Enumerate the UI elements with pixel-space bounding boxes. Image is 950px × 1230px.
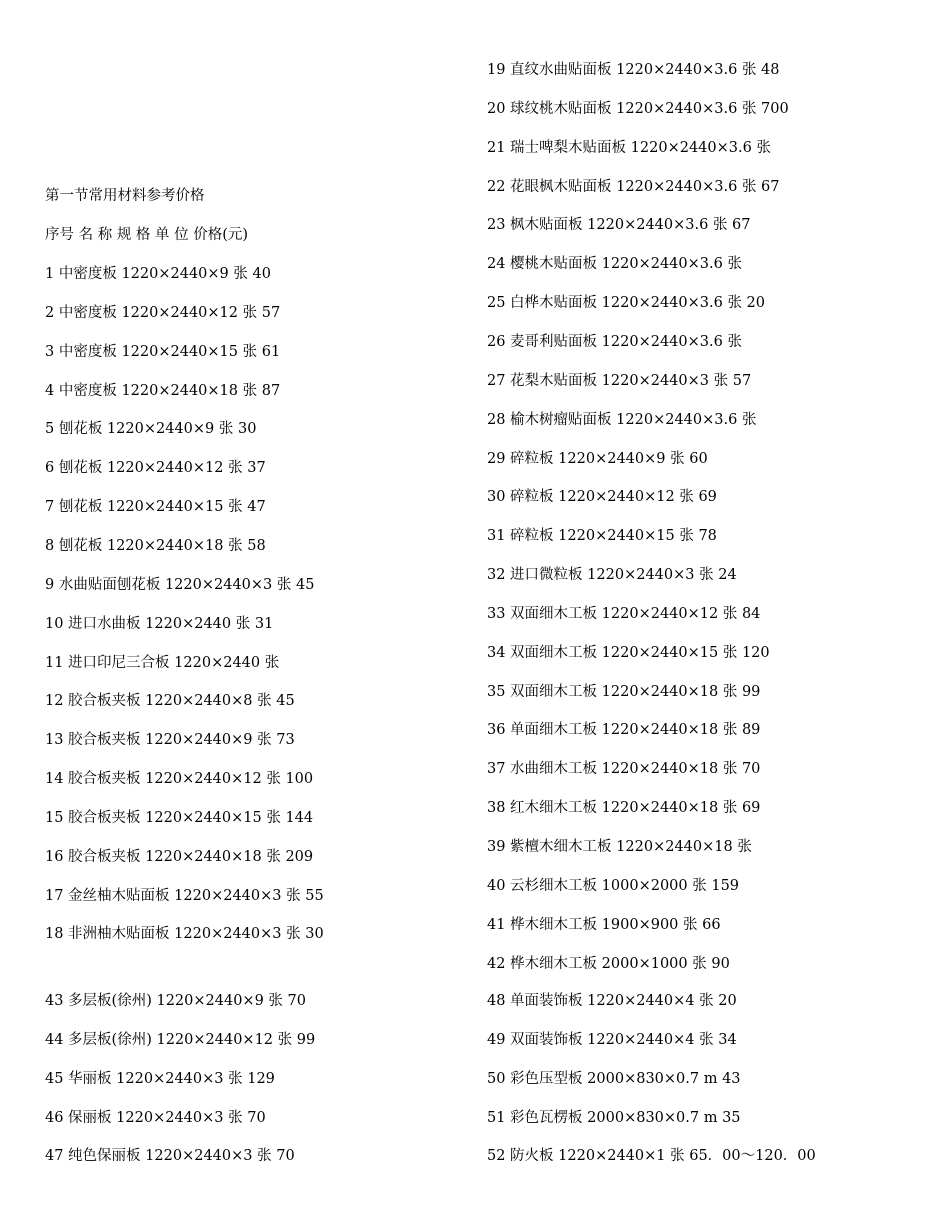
list-item: 43 多层板(徐州) 1220×2440×9 张 70 xyxy=(45,993,306,1009)
list-item: 31 碎粒板 1220×2440×15 张 78 xyxy=(487,528,717,545)
list-item: 33 双面细木工板 1220×2440×12 张 84 xyxy=(487,605,761,622)
list-item: 51 彩色瓦楞板 2000×830×0.7 m 35 xyxy=(487,1109,741,1126)
list-item: 36 单面细木工板 1220×2440×18 张 89 xyxy=(487,722,761,739)
list-item: 19 直纹水曲贴面板 1220×2440×3.6 张 48 xyxy=(487,62,780,78)
list-item: 21 瑞士啤梨木贴面板 1220×2440×3.6 张 xyxy=(487,139,771,156)
list-item: 17 金丝柚木贴面板 1220×2440×3 张 55 xyxy=(45,887,324,904)
table-header: 序号 名 称 规 格 单 位 价格(元) xyxy=(45,227,249,243)
list-item: 16 胶合板夹板 1220×2440×18 张 209 xyxy=(45,848,314,865)
list-item: 26 麦哥利贴面板 1220×2440×3.6 张 xyxy=(487,333,742,350)
list-item: 45 华丽板 1220×2440×3 张 129 xyxy=(45,1070,275,1087)
list-item: 4 中密度板 1220×2440×18 张 87 xyxy=(45,382,281,399)
list-item: 2 中密度板 1220×2440×12 张 57 xyxy=(45,304,281,321)
list-item: 30 碎粒板 1220×2440×12 张 69 xyxy=(487,489,717,506)
list-item: 27 花梨木贴面板 1220×2440×3 张 57 xyxy=(487,372,752,389)
list-item: 8 刨花板 1220×2440×18 张 58 xyxy=(45,537,266,554)
list-item: 13 胶合板夹板 1220×2440×9 张 73 xyxy=(45,732,295,749)
list-item: 29 碎粒板 1220×2440×9 张 60 xyxy=(487,450,708,467)
list-item: 1 中密度板 1220×2440×9 张 40 xyxy=(45,266,271,282)
list-item: 49 双面装饰板 1220×2440×4 张 34 xyxy=(487,1031,737,1048)
list-item: 38 红木细木工板 1220×2440×18 张 69 xyxy=(487,800,761,817)
list-item: 47 纯色保丽板 1220×2440×3 张 70 xyxy=(45,1148,295,1165)
section-title: 第一节常用材料参考价格 xyxy=(45,188,205,204)
list-item: 39 紫檀木细木工板 1220×2440×18 张 xyxy=(487,839,752,855)
list-item: 40 云杉细木工板 1000×2000 张 159 xyxy=(487,877,740,894)
list-item: 10 进口水曲板 1220×2440 张 31 xyxy=(45,615,274,632)
list-item: 9 水曲贴面刨花板 1220×2440×3 张 45 xyxy=(45,576,315,593)
list-item: 34 双面细木工板 1220×2440×15 张 120 xyxy=(487,644,770,661)
list-item: 22 花眼枫木贴面板 1220×2440×3.6 张 67 xyxy=(487,178,780,195)
list-item: 50 彩色压型板 2000×830×0.7 m 43 xyxy=(487,1070,741,1087)
list-item: 3 中密度板 1220×2440×15 张 61 xyxy=(45,343,281,360)
list-item: 52 防火板 1220×2440×1 张 65．00～120．00 xyxy=(487,1148,816,1165)
list-item: 48 单面装饰板 1220×2440×4 张 20 xyxy=(487,993,737,1009)
list-item: 6 刨花板 1220×2440×12 张 37 xyxy=(45,460,266,477)
list-item: 37 水曲细木工板 1220×2440×18 张 70 xyxy=(487,761,761,778)
list-item: 14 胶合板夹板 1220×2440×12 张 100 xyxy=(45,771,314,788)
list-item: 35 双面细木工板 1220×2440×18 张 99 xyxy=(487,683,761,700)
list-item: 23 枫木贴面板 1220×2440×3.6 张 67 xyxy=(487,217,751,234)
list-item: 7 刨花板 1220×2440×15 张 47 xyxy=(45,499,266,516)
list-item: 44 多层板(徐州) 1220×2440×12 张 99 xyxy=(45,1031,316,1048)
list-item: 5 刨花板 1220×2440×9 张 30 xyxy=(45,421,257,438)
list-item: 15 胶合板夹板 1220×2440×15 张 144 xyxy=(45,809,314,826)
list-item: 11 进口印尼三合板 1220×2440 张 xyxy=(45,654,280,671)
list-item: 46 保丽板 1220×2440×3 张 70 xyxy=(45,1109,266,1126)
list-item: 41 桦木细木工板 1900×900 张 66 xyxy=(487,916,721,933)
list-item: 25 白桦木贴面板 1220×2440×3.6 张 20 xyxy=(487,295,765,312)
list-item: 28 榆木树瘤贴面板 1220×2440×3.6 张 xyxy=(487,411,757,428)
list-item: 24 樱桃木贴面板 1220×2440×3.6 张 xyxy=(487,256,742,273)
list-item: 32 进口微粒板 1220×2440×3 张 24 xyxy=(487,567,737,584)
list-item: 20 球纹桃木贴面板 1220×2440×3.6 张 700 xyxy=(487,100,789,117)
list-item: 18 非洲柚木贴面板 1220×2440×3 张 30 xyxy=(45,926,324,943)
list-item: 12 胶合板夹板 1220×2440×8 张 45 xyxy=(45,693,295,710)
list-item: 42 桦木细木工板 2000×1000 张 90 xyxy=(487,955,730,972)
